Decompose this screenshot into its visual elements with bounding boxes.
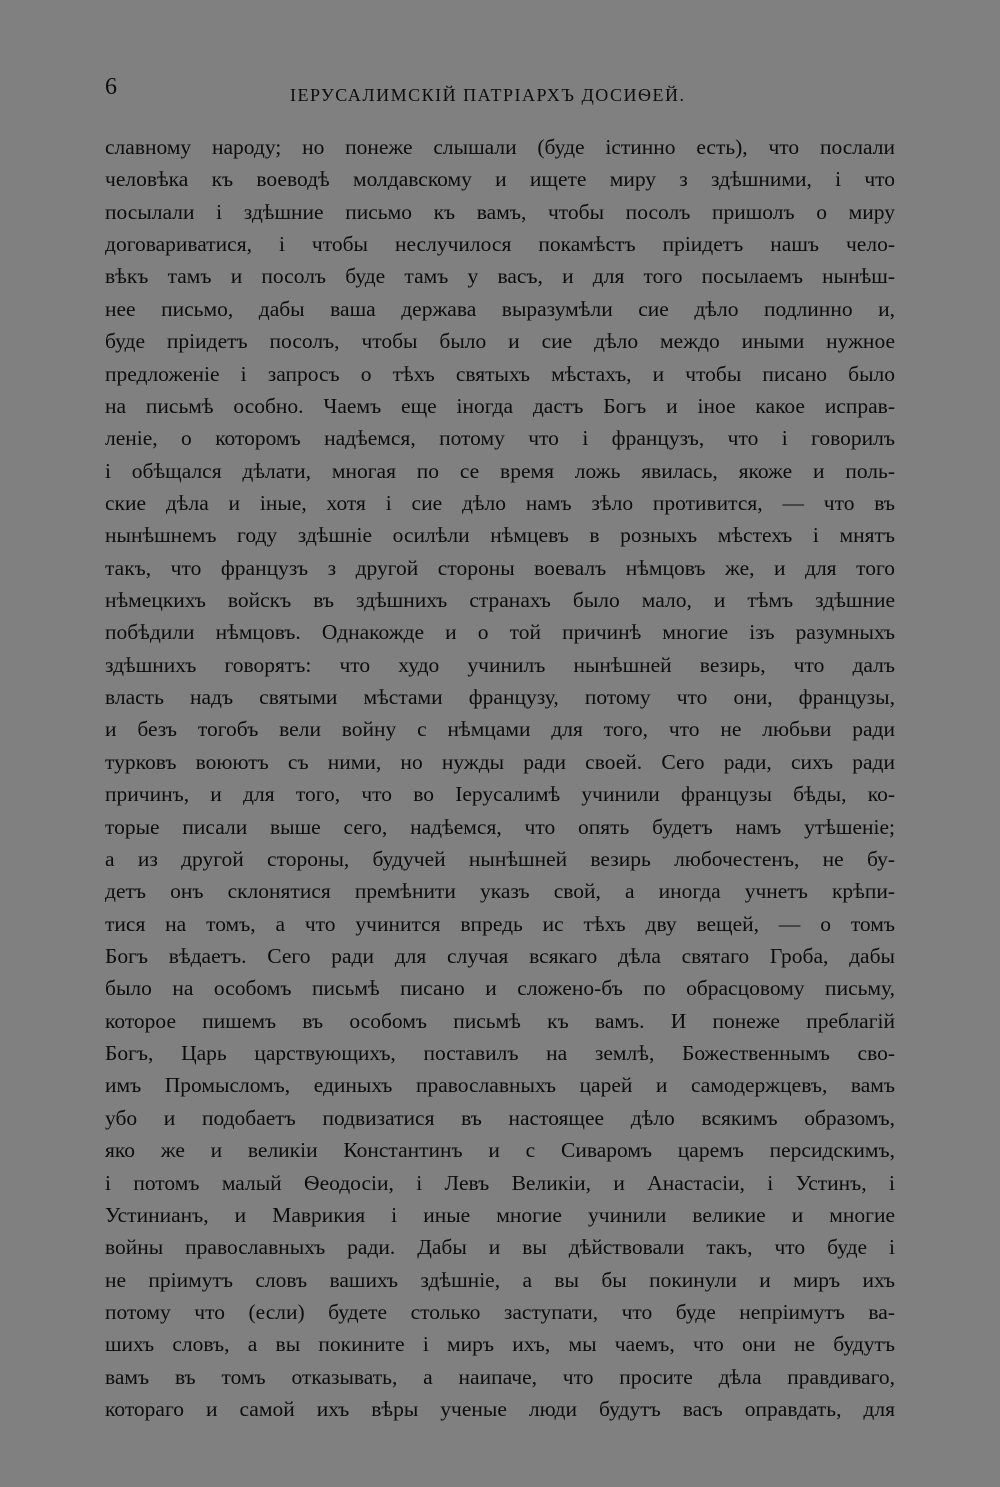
text-line: причинъ, и для того, что во Іерусалимѣ учинили французы бѣды, ко- [105, 782, 895, 807]
text-line: Богъ, Царь царствующихъ, поставилъ на землѣ, Божественнымъ сво- [105, 1041, 895, 1066]
text-line: ские дѣла и іные, хотя і сие дѣло намъ зѣло противится, — что въ [105, 490, 895, 515]
text-line: предложеніе і запросъ о тѣхъ святыхъ мѣстахъ, и чтобы писано было [105, 361, 895, 386]
text-line: и безъ тогобъ вели войну с нѣмцами для того, что не любьви ради [105, 717, 895, 742]
running-title: ІЕРУСАЛИМСКІЙ ПАТРІАРХЪ ДОСИѲЕЙ. [290, 85, 686, 105]
text-line: котораго и самой ихъ вѣры ученые люди будутъ васъ оправдать, для [105, 1397, 895, 1422]
text-line: договариватися, і чтобы неслучилося покамѣстъ пріидетъ нашъ чело- [105, 232, 895, 257]
text-line: яко же и великіи Константинъ и с Сиваромъ царемъ персидскимъ, [105, 1138, 895, 1163]
text-line: нѣмецкихъ войскъ въ здѣшнихъ странахъ было мало, и тѣмъ здѣшние [105, 588, 895, 613]
text-line: такъ, что французъ з другой стороны воевалъ нѣмцовъ же, и для того [105, 555, 895, 580]
text-line: потому что (если) будете столько заступати, что буде непріимутъ ва- [105, 1299, 895, 1324]
text-line: побѣдили нѣмцовъ. Однакожде и о той причинѣ многие ізъ разумныхъ [105, 620, 895, 645]
text-line: тися на томъ, а что учинится впредь ис тѣхъ дву вещей, — о томъ [105, 911, 895, 936]
text-line: буде пріидетъ посолъ, чтобы было и сие дѣло междо иными нужное [105, 329, 895, 354]
text-line: леніе, о которомъ надѣемся, потому что і французъ, что і говорилъ [105, 426, 895, 451]
text-line: убо и подобаетъ подвизатися въ настоящее дѣло всякимъ образомъ, [105, 1105, 895, 1130]
text-line: здѣшнихъ говорятъ: что худо учинилъ нынѣшней везирь, что далъ [105, 652, 895, 677]
text-line: торые писали выше сего, надѣемся, что опять будетъ намъ утѣшеніе; [105, 814, 895, 839]
text-line: нынѣшнемъ году здѣшніе осилѣли нѣмцевъ в розныхъ мѣстехъ і мнятъ [105, 523, 895, 548]
text-line: войны православныхъ ради. Дабы и вы дѣйствовали такъ, что буде і [105, 1235, 895, 1260]
text-line: турковъ воюютъ съ ними, но нужды ради своей. Сего ради, сихъ ради [105, 749, 895, 774]
text-line: нее письмо, дабы ваша держава выразумѣли сие дѣло подлинно и, [105, 296, 895, 321]
text-line: посылали і здѣшние письмо къ вамъ, чтобы посолъ пришолъ о миру [105, 199, 895, 224]
text-line: славному народу; но понеже слышали (буде істинно есть), что послали [105, 135, 895, 159]
text-line: вѣкъ тамъ и посолъ буде тамъ у васъ, и для того посылаемъ нынѣш- [105, 264, 895, 289]
text-line: Устинианъ, и Маврикия і иные многие учинили великие и многие [105, 1202, 895, 1227]
text-line: вамъ въ томъ отказывать, а наипаче, что просите дѣла правдиваго, [105, 1364, 895, 1389]
text-line: власть надъ святыми мѣстами французу, потому что они, французы, [105, 685, 895, 710]
page-number: 6 [105, 74, 117, 100]
text-line: которое пишемъ въ особомъ письмѣ къ вамъ. И понеже преблагій [105, 1008, 895, 1033]
text-line: Богъ вѣдаетъ. Сего ради для случая всякаго дѣла святаго Гроба, дабы [105, 943, 895, 968]
text-line: детъ онъ склонятися премѣнити указъ свой, а иногда учнетъ крѣпи- [105, 879, 895, 904]
body-text [105, 131, 895, 1425]
text-line: было на особомъ письмѣ писано и сложено-бъ по обрасцовому письму, [105, 976, 895, 1001]
text-line: на письмѣ особно. Чаемъ еще іногда дастъ Богъ и іное какое исправ- [105, 393, 895, 418]
text-line: шихъ словъ, а вы покините і миръ ихъ, мы чаемъ, что они не будутъ [105, 1332, 895, 1357]
text-line: человѣка къ воеводѣ молдавскому и ищете миру з здѣшними, і что [105, 167, 895, 192]
text-line: і обѣщался дѣлати, многая по се время ложь явилась, якоже и поль- [105, 458, 895, 483]
text-line: а из другой стороны, будучей нынѣшней везирь любочестенъ, не бу- [105, 846, 895, 871]
text-line: і потомъ малый Ѳеодосіи, і Левъ Великіи, и Анастасіи, і Устинъ, і [105, 1170, 895, 1195]
text-line: имъ Промысломъ, единыхъ православныхъ царей и самодержцевъ, вамъ [105, 1073, 895, 1098]
text-line: не пріимутъ словъ вашихъ здѣшніе, а вы бы покинули и миръ ихъ [105, 1267, 895, 1292]
